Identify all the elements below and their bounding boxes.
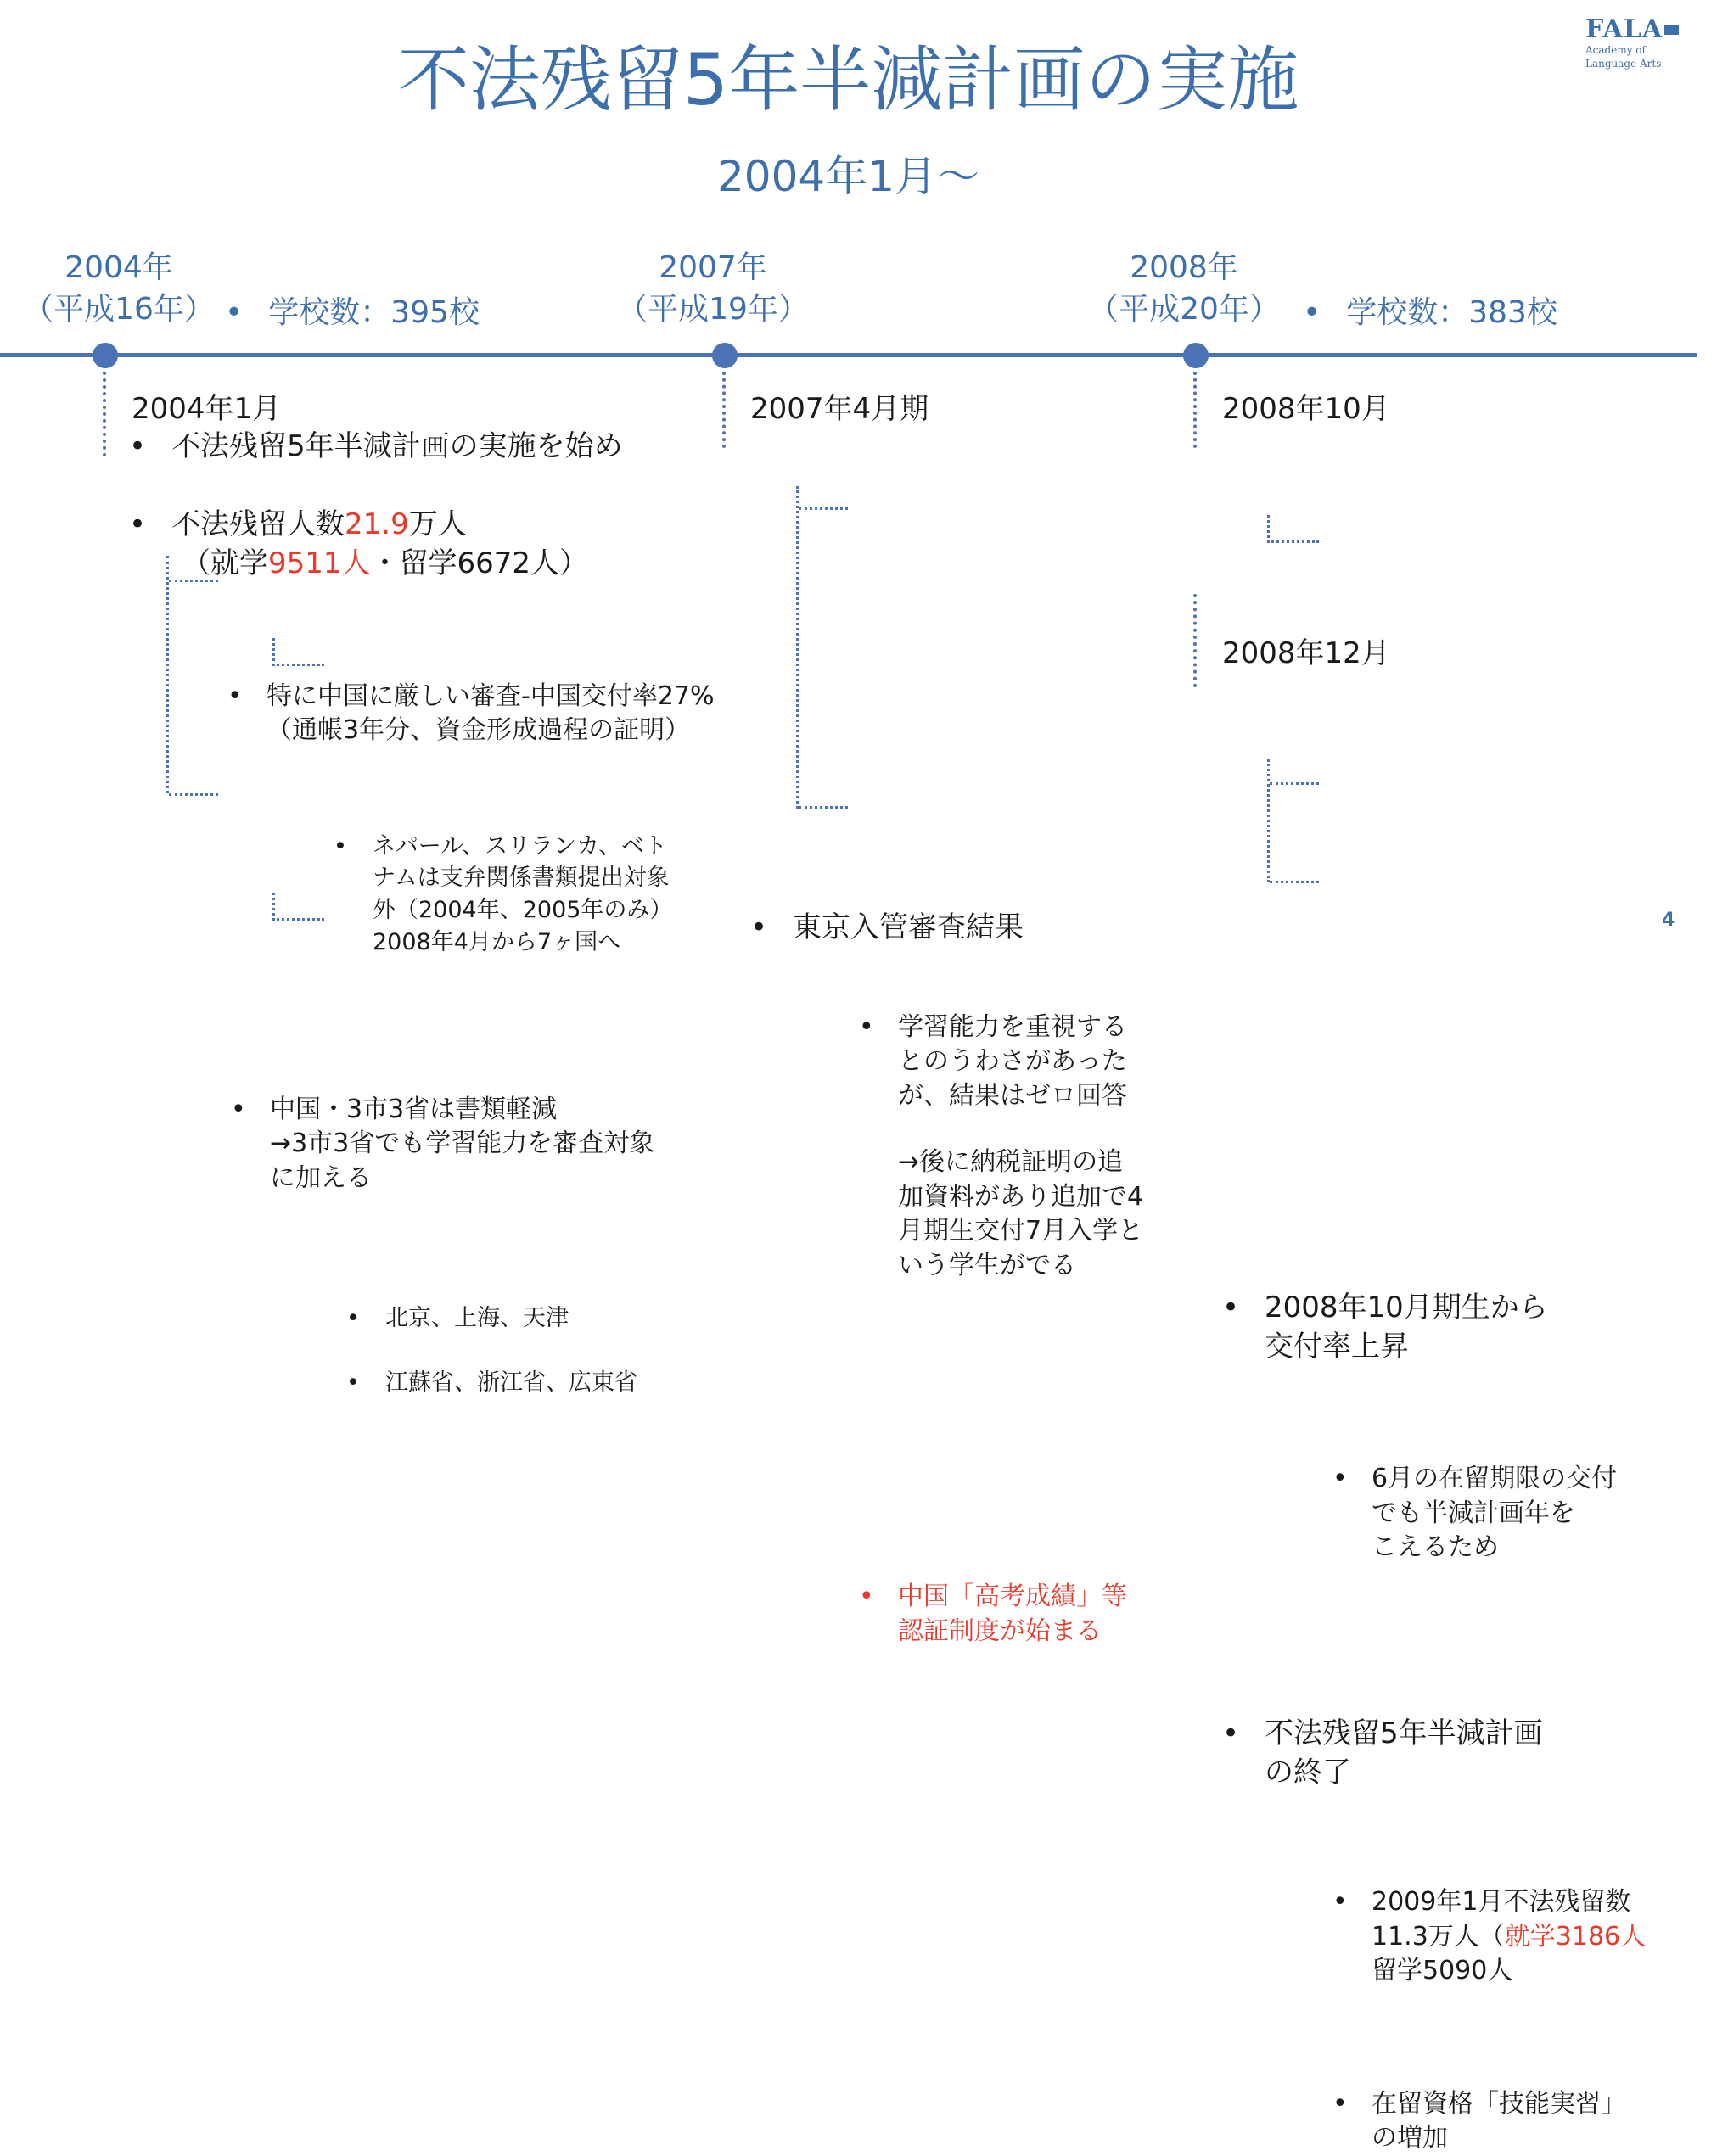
c2-sub-1-line: 学習能力を重視する	[898, 1011, 1127, 1042]
slide-title: 不法残留5年半減計画の実施	[397, 38, 1299, 121]
bullet-icon: •	[859, 1582, 874, 1612]
c1-sub-1a-line: 2008年4月から7ヶ国へ	[373, 929, 621, 956]
schools-2008	[1303, 288, 1557, 332]
bullet-icon: •	[1303, 295, 1321, 330]
c1-item-2-line2-red: 9511人	[268, 546, 371, 580]
c1-item-1	[129, 428, 749, 467]
c1-sub-2-line: →3市3省でも学習能力を審査対象	[270, 1128, 655, 1159]
c3-branch-2a	[1270, 782, 1319, 785]
c1-sub-2-line: 中国・3市3省は書類軽減	[270, 1094, 558, 1124]
c2-item-1	[750, 909, 1217, 948]
c1-branch-2	[169, 793, 218, 796]
bullet-icon: •	[1332, 1464, 1348, 1494]
milestone-2004-label	[17, 248, 221, 330]
c1-sub-1	[227, 680, 810, 748]
c3-bracket-1	[1267, 515, 1319, 543]
connector-2004	[103, 372, 106, 456]
connector-2008-dec	[1193, 594, 1197, 687]
c3-sub-1-line: こえるため	[1372, 1532, 1499, 1563]
c1-sub-2b-text: 江蘇省、浙江省、広東省	[385, 1369, 637, 1397]
milestone-2004-era: （平成16年）	[23, 291, 215, 327]
c3-item-2	[1222, 1715, 1706, 1793]
c3-item-1	[1222, 1289, 1706, 1367]
logo-bar-icon	[1664, 25, 1679, 35]
c3-sub-3-line: 在留資格「技能実習」	[1372, 2088, 1626, 2119]
c1-sub-1a-line: 外（2004年、2005年のみ）	[373, 897, 673, 924]
c1-sub-1-line2: （通帳3年分、資金形成過程の証明）	[266, 715, 691, 746]
bullet-icon: •	[1222, 1716, 1240, 1750]
c2-sub-1b-line: →後に納税証明の追	[898, 1147, 1124, 1178]
c2-bracket	[796, 486, 848, 809]
milestone-2007-era: （平成19年）	[617, 291, 809, 327]
c1-bracket	[166, 556, 218, 793]
milestone-2007-year: 2007年	[659, 250, 767, 285]
c2-sub-2	[859, 1580, 1237, 1649]
c1-sub-2	[231, 1093, 813, 1196]
c2-branch-2	[799, 806, 848, 809]
c1-item-2-line2: （就学	[182, 546, 268, 580]
logo-text-2: Language Arts	[1585, 58, 1662, 70]
c1-sub-bracket	[272, 638, 324, 666]
milestone-2008-label	[1082, 248, 1286, 330]
c2-sub-1-line: が、結果はゼロ回答	[898, 1080, 1127, 1111]
bullet-icon: •	[1222, 1291, 1240, 1325]
c1-sub-2a	[346, 1302, 725, 1335]
c3-sub-2-line3: 留学5090人	[1372, 1956, 1513, 1986]
logo	[1585, 14, 1679, 70]
milestone-2008-era: （平成20年）	[1088, 291, 1280, 327]
c1-sub-2b	[346, 1367, 725, 1399]
c1-item-2-red: 21.9	[345, 507, 409, 541]
c1-item-2-line2-end: ・留学6672人）	[370, 546, 589, 580]
bullet-icon: •	[334, 832, 347, 860]
c1-sub-2-line: に加える	[270, 1162, 372, 1193]
bullet-icon: •	[227, 680, 243, 711]
c3-heading-2: 2008年12月	[1222, 636, 1390, 670]
page-number: 4	[1662, 910, 1675, 931]
c2-sub-2-line: 認証制度が始まる	[898, 1616, 1102, 1646]
c2-sub-1	[859, 1011, 1237, 1284]
c3-sub-1-line: 6月の在留期限の交付	[1372, 1464, 1618, 1494]
bullet-icon: •	[346, 1305, 360, 1332]
c2-sub-1b-line: 加資料があり追加で4	[898, 1181, 1144, 1212]
milestone-2008-year: 2008年	[1130, 250, 1238, 285]
bullet-icon: •	[1332, 1887, 1348, 1918]
c1-item-1-text: 不法残留5年半減計画の実施を始め	[171, 429, 623, 463]
c2-branch-1	[799, 507, 848, 510]
c1-sub-1-line1: 特に中国に厳しい審査-中国交付率27%	[266, 680, 715, 711]
c1-item-2	[129, 506, 766, 584]
c3-item-2-line: の終了	[1265, 1755, 1351, 1789]
c1-item-2-text: 不法残留人数	[171, 507, 345, 541]
c3-bracket-2	[1267, 759, 1319, 882]
c1-sub-2a-text: 北京、上海、天津	[385, 1305, 569, 1332]
c3-sub-2-line2-red: 就学3186人	[1504, 1921, 1647, 1952]
c3-heading-1: 2008年10月	[1222, 392, 1390, 426]
c3-sub-1	[1332, 1462, 1711, 1565]
c1-sub-1a-line: ネパール、スリランカ、ベト	[373, 832, 667, 860]
c3-sub-2-line2: 11.3万人（	[1372, 1921, 1505, 1952]
c1-branch-1	[169, 580, 218, 582]
c1-sub-1a-line: ナムは支弁関係書類提出対象	[373, 865, 670, 892]
logo-mark: FALA	[1585, 14, 1663, 44]
c3-sub-2	[1332, 1885, 1728, 1989]
bullet-icon: •	[225, 295, 244, 330]
c3-branch-2b	[1270, 881, 1319, 883]
schools-2004	[225, 288, 480, 332]
c1-sub-1a	[334, 831, 797, 959]
bullet-icon: •	[750, 910, 768, 944]
slide-subtitle: 2004年1月～	[716, 152, 980, 201]
c1-item-2-unit: 万人	[408, 507, 467, 541]
c2-item-1-text: 東京入管審査結果	[793, 910, 1024, 944]
logo-text-1: Academy of	[1585, 44, 1646, 56]
c3-item-1-line: 2008年10月期生から	[1265, 1291, 1548, 1325]
milestone-2007-label	[611, 248, 815, 330]
c3-item-2-line: 不法残留5年半減計画	[1265, 1716, 1543, 1750]
c2-sub-2-line: 中国「高考成績」等	[898, 1582, 1127, 1612]
c3-sub-1-line: でも半減計画年を	[1372, 1498, 1575, 1528]
timeline-dot-2004	[93, 343, 118, 368]
timeline-dot-2007	[712, 343, 738, 368]
bullet-icon: •	[346, 1369, 360, 1397]
c2-sub-1-line: とのうわさがあった	[898, 1046, 1127, 1077]
bullet-icon: •	[129, 507, 147, 541]
c3-item-1-line: 交付率上昇	[1265, 1330, 1409, 1364]
bullet-icon: •	[129, 429, 147, 463]
c2-sub-1b-line: いう学生がでる	[898, 1250, 1076, 1280]
c3-sub-2-line1: 2009年1月不法残留数	[1372, 1887, 1631, 1918]
c3-sub-3-line: の増加	[1372, 2123, 1448, 2153]
c2-sub-1b-line: 月期生交付7月入学と	[898, 1216, 1144, 1246]
c1-sub-2-bracket	[272, 893, 324, 921]
bullet-icon: •	[231, 1094, 246, 1124]
schools-2008-text: 学校数：383校	[1346, 295, 1557, 330]
connector-2008	[1193, 372, 1197, 448]
bullet-icon: •	[1332, 2088, 1348, 2119]
milestone-2004-year: 2004年	[65, 250, 173, 285]
c1-heading: 2004年1月	[132, 392, 282, 426]
c2-heading: 2007年4月期	[750, 392, 929, 426]
timeline-dot-2008	[1183, 343, 1209, 368]
c3-sub-3	[1332, 2087, 1728, 2156]
schools-2004-text: 学校数：395校	[268, 295, 480, 330]
bullet-icon: •	[859, 1011, 874, 1042]
timeline-line	[0, 353, 1697, 357]
